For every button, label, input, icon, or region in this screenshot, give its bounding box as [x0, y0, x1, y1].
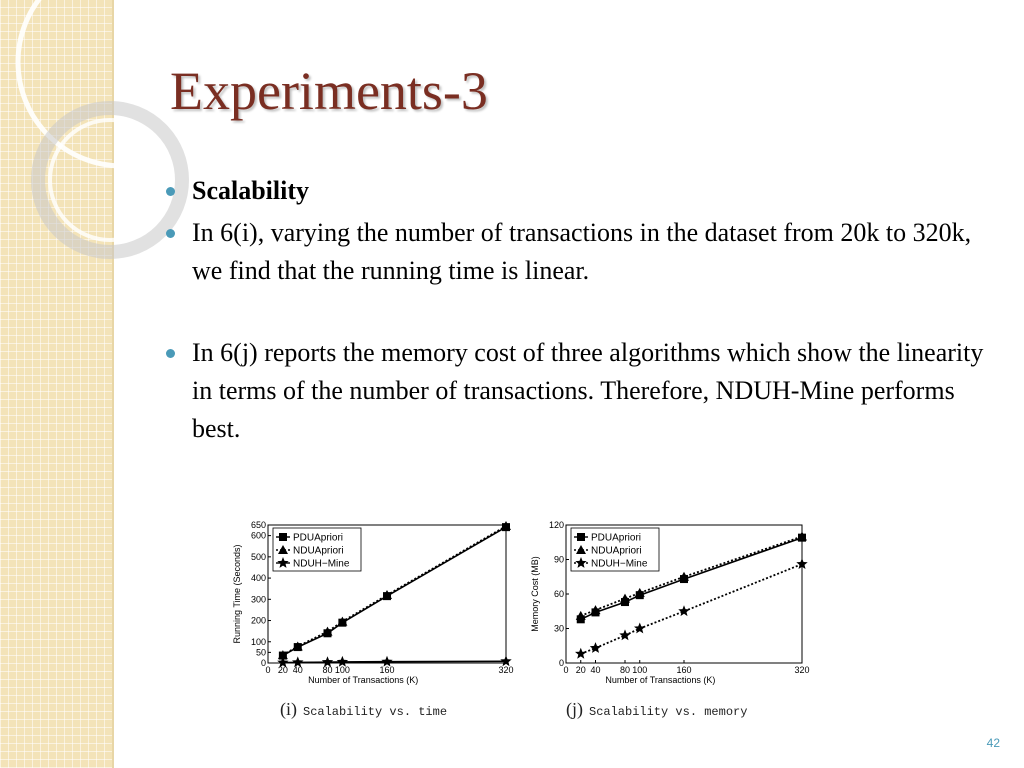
- y-tick-label: 100: [250, 636, 266, 647]
- bullet-dot-icon: [166, 229, 175, 238]
- x-tick-label: 160: [379, 665, 395, 675]
- chart-svg: [528, 515, 818, 695]
- y-tick-label: 120: [548, 520, 564, 530]
- x-tick-label: 40: [590, 665, 601, 675]
- chart-svg: [226, 515, 526, 695]
- chart-caption: [280, 699, 447, 720]
- chart-caption: [566, 699, 747, 720]
- legend-label: NDUH−Mine: [591, 558, 648, 570]
- chart-scalability-time: [226, 515, 526, 725]
- caption-text: Scalability vs. time: [303, 705, 448, 719]
- legend-marker: [279, 533, 287, 541]
- caption-tag: (i): [280, 699, 297, 719]
- bullet-dot-icon: [166, 349, 175, 358]
- y-tick-label: 30: [553, 623, 564, 634]
- x-tick-label: 320: [794, 665, 810, 675]
- x-tick-label: 20: [277, 665, 288, 675]
- y-tick-label: 650: [250, 520, 266, 530]
- legend-label: NDUApriori: [591, 545, 642, 557]
- legend-label: NDUApriori: [293, 545, 344, 557]
- page-number: 42: [986, 736, 1000, 750]
- y-axis-label: Memory Cost (MB): [530, 556, 540, 632]
- legend-label: NDUH−Mine: [293, 558, 350, 570]
- bullet-text: Scalability: [192, 176, 310, 205]
- caption-text: Scalability vs. memory: [589, 705, 748, 719]
- y-axis-label: Running Time (Seconds): [232, 544, 242, 644]
- x-tick-label: 320: [498, 665, 514, 675]
- caption-tag: (j): [566, 699, 583, 719]
- slide-title: Experiments-3: [170, 61, 488, 121]
- bullet-text: In 6(j) reports the memory cost of three algorithms which show the linearity in terms of the number of transactions. Therefore, NDUH-Mine performs best.: [192, 338, 984, 443]
- y-tick-label: 0: [260, 658, 266, 668]
- x-tick-label: 100: [632, 665, 648, 675]
- y-tick-label: 90: [553, 554, 564, 565]
- x-tick-label: 160: [676, 665, 692, 675]
- bullet-dot-icon: [166, 187, 175, 196]
- x-tick-label: 80: [619, 665, 631, 675]
- x-tick-label: 20: [575, 665, 586, 675]
- bullet-list: [164, 172, 984, 448]
- bullet-item: [164, 172, 984, 210]
- legend-label: PDUApriori: [591, 532, 642, 544]
- chart-scalability-memory: [528, 515, 818, 725]
- y-tick-label: 300: [250, 594, 266, 605]
- bullet-text: In 6(i), varying the number of transactions in the dataset from 20k to 320k, we find that the running time is linear.: [192, 218, 972, 285]
- bullet-item: [164, 334, 984, 448]
- x-axis-label: Number of Transactions (K): [308, 675, 419, 685]
- y-tick-label: 400: [250, 573, 266, 584]
- y-tick-label: 600: [250, 530, 266, 541]
- bullet-item: [164, 214, 984, 290]
- x-tick-label: 0: [265, 665, 271, 675]
- x-tick-label: 40: [292, 665, 303, 675]
- x-tick-label: 100: [334, 665, 350, 675]
- x-tick-label: 80: [322, 665, 333, 675]
- legend-marker: [577, 533, 585, 541]
- y-tick-label: 50: [255, 647, 266, 658]
- y-tick-label: 500: [250, 551, 266, 562]
- legend-label: PDUApriori: [293, 532, 344, 544]
- y-tick-label: 200: [250, 615, 266, 626]
- x-axis-label: Number of Transactions (K): [605, 675, 716, 685]
- y-tick-label: 0: [558, 658, 564, 668]
- y-tick-label: 60: [553, 589, 564, 599]
- x-tick-label: 0: [563, 665, 569, 675]
